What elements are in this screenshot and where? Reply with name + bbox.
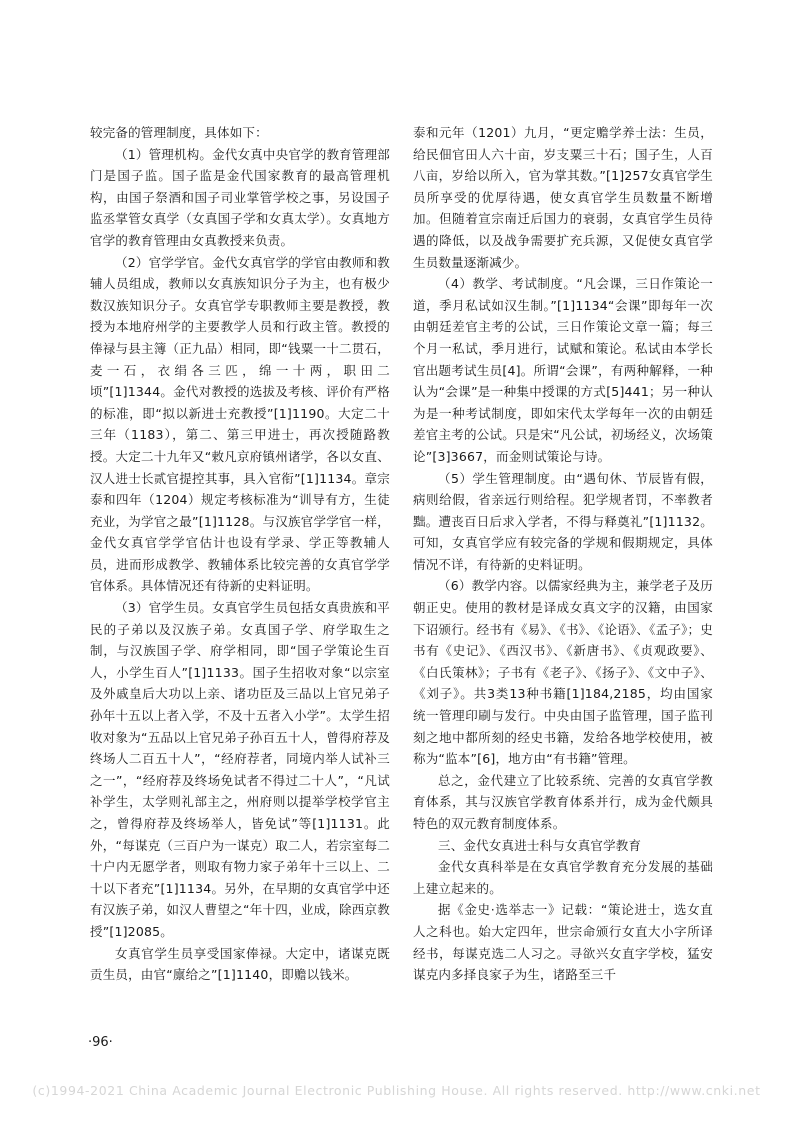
left-paragraph-5: 女真官学生员享受国家俸禄。大定中，诸谋克既贡生员，由官“廪给之”[1]1140，即赡以钱米。	[90, 945, 390, 983]
right-paragraph-7: 据《金史·选举志一》记载：“策论进士，选女直人之科也。始大定四年，世宗命颁行女直大小字所译经书，每谋克选二人习之。寻欲兴女直字学校，猛安谋克内多择良家子为生，诸路至三千	[413, 902, 713, 983]
left-paragraph-4: （3）官学生员。女真官学生员包括女真贵族和平民的子弟以及汉族子弟。女真国子学、府学取生之制，与汉族国子学、府学相同，即“国子学策论生百人，小学生百人”[1]1133。国子生招收对象“以宗室及外戚皇后大功以上亲、诸功臣及三品以上官兄弟子孙年十五以上者入学，不及十五者入小学”。太学生招收对象为“五品以上官兄弟子孙百五十人，曾得府荐及终场人二百五十人”，“经府荐者，同境内举人试补三之一”，“经府荐及终场免试者不得过二十人”，“凡试补学生，太学则礼部主之，州府则以提举学校学官主之，曾得府荐及终场举人，皆免试”等[1]1131。此外，“每谋克（三百户为一谋克）取二人，若宗室每二十户内无愿学者，则取有物力家子弟年十三以上、二十以下者充”[1]1134。另外，在早期的女真官学中还有汉族子弟，如汉人曹望之“年十四，业成，除西京教授”[1]2085。	[90, 600, 390, 939]
section-heading: 三、金代女真进士科与女真官学教育	[438, 837, 642, 853]
left-paragraph-3: （2）官学学官。金代女真官学的学官由教师和教辅人员组成，教师以女真族知识分子为主，也有极少数汉族知识分子。女真官学专职教师主要是教授，教授为本地府州学的主要教学人员和行政主管。教授的俸禄与县主簿（正九品）相同，即“钱粟一十二贯石，麦一石，衣绢各三匹，绵一十两，职田二顷”[1]1344。金代对教授的选拔及考核、评价有严格的标准，即“拟以新进士充教授”[1]1190。大定二十三年（1183），第二、第三甲进士，再次授随路教授。大定二十九年又“敕凡京府镇州诸学，各以女直、汉人进士长贰官提控其事，具入官衔”[1]1134。章宗泰和四年（1204）规定考核标准为“训导有方，生徒充业，为学官之最”[1]1128。与汉族官学学官一样，金代女真官学学官估计也设有学录、学正等教辅人员，进而形成教学、教辅体系比较完善的女真官学学官体系。具体情况还有待新的史料证明。	[90, 254, 390, 594]
right-paragraph-5: 总之，金代建立了比较系统、完善的女真官学教育体系，其与汉族官学教育体系并行，成为金代颇具特色的双元教育制度体系。	[413, 772, 713, 831]
right-paragraph-1: 泰和元年（1201）九月，“更定赡学养士法：生员，给民佃官田人六十亩，岁支粟三十石；国子生，人百八亩，岁给以所入，官为掌其数。”[1]257女真官学生员所享受的优厚待遇，使女真官学生员数量不断增加。但随着宣宗南迁后国力的衰弱，女真官学生员待遇的降低，以及战争需要扩充兵源，又促使女真官学生员数量逐渐减少。	[413, 125, 713, 270]
copyright-footer: (c)1994-2021 China Academic Journal Electronic Publishing House. All rights reserved. http://www.cnki.net	[32, 1083, 761, 1098]
right-column	[413, 122, 713, 986]
right-paragraph-3: （5）学生管理制度。由“遇旬休、节辰皆有假，病则给假，省亲远行则给程。犯学规者罚，不率教者黜。遭丧百日后求入学者，不得与释奠礼”[1]1132。可知，女真官学应有较完备的学规和假期规定，具体情况不详，有待新的史料证明。	[413, 470, 713, 572]
left-column	[90, 122, 390, 986]
left-paragraph-2: （1）管理机构。金代女真中央官学的教育管理部门是国子监。国子监是金代国家教育的最高管理机构，由国子祭酒和国子司业掌管学校之事，另设国子监丞掌管女真学（女真国子学和女真太学）。女真地方官学的教育管理由女真教授来负责。	[90, 146, 390, 248]
left-paragraph-1: 较完备的管理制度，具体如下：	[90, 125, 268, 140]
right-paragraph-6: 金代女真科举是在女真官学教育充分发展的基础上建立起来的。	[413, 859, 713, 896]
right-paragraph-4: （6）教学内容。以儒家经典为主，兼学老子及历朝正史。使用的教材是译成女真文字的汉籍，由国家下诏颁行。经书有《易》、《书》、《论语》、《孟子》；史书有《史记》、《西汉书》、《新唐书》、《贞观政要》、《白氏策林》；子书有《老子》、《扬子》、《文中子》、《刘子》。共3类13种书籍[1]184,2185，均由国家统一管理印刷与发行。中央由国子监管理，国子监刊刻之地中都所刻的经史书籍，发给各地学校使用，被称为“监本”[6]，地方由“有书籍”管理。	[413, 578, 713, 767]
right-paragraph-2: （4）教学、考试制度。“凡会课，三日作策论一道，季月私试如汉生制。”[1]1134“会课”即每年一次由朝廷差官主考的公试，三日作策论文章一篇；每三个月一私试，季月进行，试赋和策论。私试由本学长官出题考试生员[4]。所谓“会课”，有两种解释，一种认为“会课”是一种集中授课的方式[5]441；另一种认为是一种考试制度，即如宋代太学每年一次的由朝廷差官主考的公试。只是宋“凡公试，初场经义，次场策论”[3]3667，而金则试策论与诗。	[413, 276, 713, 464]
page-number: ·96·	[88, 1035, 113, 1050]
